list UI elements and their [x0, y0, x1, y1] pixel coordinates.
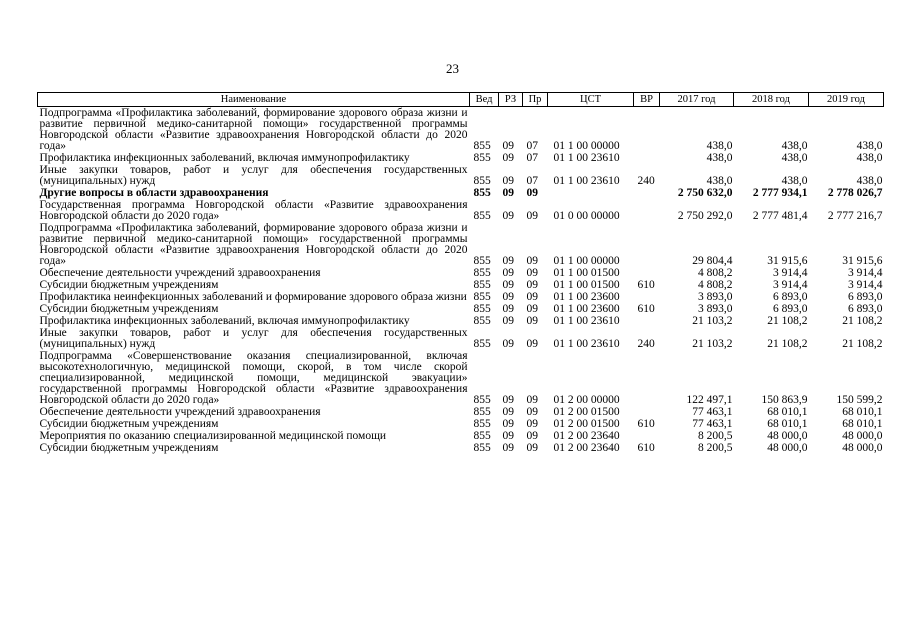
cell-rz: 09	[502, 418, 514, 430]
cell-vr	[634, 291, 660, 303]
cell-cst: 01 2 00 01500	[553, 406, 620, 418]
cell-2019: 2 778 026,7	[827, 187, 883, 199]
cell-pr: 09	[526, 430, 538, 442]
cell-pr: 09	[526, 279, 538, 291]
cell-ved: 855	[473, 187, 491, 199]
cell-2019: 438,0	[856, 175, 883, 187]
cell-2017: 4 808,2	[698, 279, 733, 291]
cell-ved: 855	[473, 279, 491, 291]
cell-cst: 01 2 00 01500	[553, 418, 620, 430]
cell-2019: 48 000,0	[842, 442, 883, 454]
table-row	[38, 350, 884, 406]
cell-pr: 09	[526, 406, 538, 418]
table-row	[38, 303, 884, 315]
cell-2018: 68 010,1	[767, 418, 808, 430]
cell-2018: 68 010,1	[767, 406, 808, 418]
table-row	[38, 327, 884, 350]
cell-pr: 09	[526, 210, 538, 222]
cell-2017: 4 808,2	[698, 267, 733, 279]
cell-rz: 09	[502, 338, 514, 350]
header-cst: ЦСТ	[548, 93, 634, 107]
cell-2018: 438,0	[781, 140, 808, 152]
cell-2017: 3 893,0	[698, 291, 733, 303]
cell-name: Субсидии бюджетным учреждениям	[39, 442, 219, 454]
cell-vr	[634, 430, 660, 442]
cell-name: Профилактика инфекционных заболеваний, включая иммунопрофилактику	[39, 152, 410, 164]
table-row	[38, 152, 884, 164]
cell-cst: 01 1 00 23610	[553, 315, 620, 327]
cell-rz: 09	[502, 303, 514, 315]
cell-2017: 438,0	[706, 175, 733, 187]
cell-vr	[634, 406, 660, 418]
cell-cst: 01 1 00 01500	[553, 279, 620, 291]
cell-2019: 68 010,1	[842, 406, 883, 418]
cell-rz: 09	[502, 394, 514, 406]
cell-rz: 09	[502, 210, 514, 222]
cell-pr: 07	[526, 140, 538, 152]
cell-cst	[548, 187, 634, 199]
cell-2018: 48 000,0	[767, 442, 808, 454]
cell-vr: 610	[637, 303, 655, 315]
header-2017: 2017 год	[660, 93, 734, 107]
cell-name: Подпрограмма «Совершенствование оказания специализированной, включая высокотехнологичную, медицинской помощи, скорой, в том числе скорой специализированной, медицинской помощи, медицинской эвакуации» государственной программы Новгородской области «Развитие здравоохранения Новгородской области до 2020 года»	[39, 350, 468, 406]
cell-2019: 3 914,4	[848, 279, 883, 291]
cell-pr: 09	[526, 187, 538, 199]
cell-ved: 855	[473, 267, 491, 279]
cell-vr	[634, 199, 660, 222]
cell-name: Мероприятия по оказанию специализированной медицинской помощи	[39, 430, 387, 442]
cell-vr	[634, 315, 660, 327]
cell-2018: 2 777 934,1	[752, 187, 808, 199]
cell-rz: 09	[502, 175, 514, 187]
table-header-row	[38, 93, 884, 107]
table-row	[38, 164, 884, 187]
cell-pr: 09	[526, 291, 538, 303]
cell-rz: 09	[502, 291, 514, 303]
cell-vr	[634, 350, 660, 406]
table-body	[38, 107, 884, 455]
cell-ved: 855	[473, 140, 491, 152]
cell-2019: 31 915,6	[842, 255, 883, 267]
cell-2019: 68 010,1	[842, 418, 883, 430]
cell-pr: 09	[526, 394, 538, 406]
cell-2019: 150 599,2	[836, 394, 883, 406]
cell-2017: 21 103,2	[692, 315, 733, 327]
cell-rz: 09	[502, 255, 514, 267]
cell-rz: 09	[502, 315, 514, 327]
cell-vr: 610	[637, 442, 655, 454]
cell-2017: 21 103,2	[692, 338, 733, 350]
cell-2017: 29 804,4	[692, 255, 733, 267]
cell-2017: 2 750 292,0	[677, 210, 733, 222]
cell-ved: 855	[473, 406, 491, 418]
cell-2019: 6 893,0	[848, 303, 883, 315]
header-name: Наименование	[38, 93, 470, 107]
cell-2018: 31 915,6	[767, 255, 808, 267]
cell-ved: 855	[473, 442, 491, 454]
cell-pr: 09	[526, 267, 538, 279]
cell-rz: 09	[502, 279, 514, 291]
cell-cst: 01 1 00 01500	[553, 267, 620, 279]
cell-cst: 01 1 00 23610	[553, 338, 620, 350]
table-row	[38, 199, 884, 222]
cell-name: Обеспечение деятельности учреждений здравоохранения	[39, 267, 321, 279]
cell-rz: 09	[502, 187, 514, 199]
cell-2017: 438,0	[706, 140, 733, 152]
cell-cst: 01 2 00 23640	[553, 430, 620, 442]
cell-2019: 3 914,4	[848, 267, 883, 279]
cell-2018: 3 914,4	[773, 267, 808, 279]
cell-pr: 09	[526, 442, 538, 454]
table-row	[38, 222, 884, 267]
cell-2017: 438,0	[706, 152, 733, 164]
cell-rz: 09	[502, 430, 514, 442]
cell-2017: 122 497,1	[686, 394, 733, 406]
cell-pr: 09	[526, 315, 538, 327]
cell-vr	[634, 222, 660, 267]
cell-vr: 610	[637, 279, 655, 291]
cell-name: Подпрограмма «Профилактика заболеваний, формирование здорового образа жизни и развитие первичной медико-санитарной помощи» государственной программы Новгородской области «Развитие здравоохранения Новгородской области до 2020 года»	[39, 222, 468, 267]
cell-2019: 2 777 216,7	[827, 210, 883, 222]
cell-rz: 09	[502, 140, 514, 152]
cell-cst: 01 1 00 00000	[553, 255, 620, 267]
cell-ved: 855	[473, 210, 491, 222]
cell-2017: 77 463,1	[692, 406, 733, 418]
cell-ved: 855	[473, 430, 491, 442]
cell-2018: 3 914,4	[773, 279, 808, 291]
cell-2018: 2 777 481,4	[752, 210, 808, 222]
header-2019: 2019 год	[809, 93, 884, 107]
cell-ved: 855	[473, 338, 491, 350]
cell-vr: 610	[637, 418, 655, 430]
cell-vr	[634, 107, 660, 153]
table-row	[38, 187, 884, 199]
cell-cst: 01 1 00 23600	[553, 303, 620, 315]
cell-pr: 07	[526, 152, 538, 164]
cell-ved: 855	[473, 152, 491, 164]
cell-cst: 01 2 00 23640	[553, 442, 620, 454]
table-row	[38, 279, 884, 291]
header-2018: 2018 год	[734, 93, 809, 107]
cell-2019: 21 108,2	[842, 338, 883, 350]
cell-2019: 48 000,0	[842, 430, 883, 442]
cell-vr: 240	[637, 175, 655, 187]
cell-vr	[634, 187, 660, 199]
header-rz: РЗ	[499, 93, 523, 107]
cell-name: Иные закупки товаров, работ и услуг для обеспечения государственных (муниципальных) нужд	[39, 327, 468, 350]
cell-cst: 01 0 00 00000	[553, 210, 620, 222]
cell-name: Профилактика неинфекционных заболеваний и формирование здорового образа жизни	[39, 291, 467, 303]
cell-2017: 8 200,5	[698, 442, 733, 454]
table-row	[38, 107, 884, 153]
cell-name: Иные закупки товаров, работ и услуг для обеспечения государственных (муниципальных) нужд	[39, 164, 468, 187]
cell-ved: 855	[473, 255, 491, 267]
cell-name: Обеспечение деятельности учреждений здравоохранения	[39, 406, 321, 418]
cell-pr: 09	[526, 303, 538, 315]
cell-ved: 855	[473, 303, 491, 315]
cell-rz: 09	[502, 406, 514, 418]
cell-2018: 21 108,2	[767, 315, 808, 327]
table-row	[38, 430, 884, 442]
cell-2018: 6 893,0	[773, 291, 808, 303]
header-ved: Вед	[470, 93, 499, 107]
cell-2019: 6 893,0	[848, 291, 883, 303]
table-row	[38, 418, 884, 430]
cell-2017: 2 750 632,0	[677, 187, 733, 199]
cell-name: Субсидии бюджетным учреждениям	[39, 303, 219, 315]
cell-2018: 438,0	[781, 152, 808, 164]
table-row	[38, 442, 884, 454]
cell-2018: 21 108,2	[767, 338, 808, 350]
table-row	[38, 406, 884, 418]
cell-2019: 438,0	[856, 152, 883, 164]
cell-name: Другие вопросы в области здравоохранения	[39, 187, 269, 199]
cell-2017: 8 200,5	[698, 430, 733, 442]
cell-2018: 150 863,9	[761, 394, 808, 406]
cell-pr: 09	[526, 418, 538, 430]
cell-rz: 09	[502, 267, 514, 279]
cell-vr: 240	[637, 338, 655, 350]
cell-rz: 09	[502, 152, 514, 164]
cell-name: Подпрограмма «Профилактика заболеваний, формирование здорового образа жизни и развитие первичной медико-санитарной помощи» государственной программы Новгородской области «Развитие здравоохранения Новгородской области до 2020 года»	[39, 107, 468, 152]
budget-table	[37, 92, 884, 454]
header-vr: ВР	[634, 93, 660, 107]
cell-cst: 01 1 00 00000	[553, 140, 620, 152]
header-pr: Пр	[523, 93, 548, 107]
cell-2017: 77 463,1	[692, 418, 733, 430]
cell-2019: 438,0	[856, 140, 883, 152]
cell-pr: 09	[526, 255, 538, 267]
cell-ved: 855	[473, 418, 491, 430]
cell-ved: 855	[473, 315, 491, 327]
cell-2018: 438,0	[781, 175, 808, 187]
cell-name: Субсидии бюджетным учреждениям	[39, 418, 219, 430]
cell-name: Профилактика инфекционных заболеваний, включая иммунопрофилактику	[39, 315, 410, 327]
cell-pr: 09	[526, 338, 538, 350]
cell-cst: 01 1 00 23610	[553, 152, 620, 164]
page-number: 23	[446, 61, 459, 76]
cell-ved: 855	[473, 175, 491, 187]
table-row	[38, 291, 884, 303]
cell-2018: 48 000,0	[767, 430, 808, 442]
cell-vr	[634, 267, 660, 279]
cell-ved: 855	[473, 394, 491, 406]
cell-2017: 3 893,0	[698, 303, 733, 315]
cell-ved: 855	[473, 291, 491, 303]
cell-2018: 6 893,0	[773, 303, 808, 315]
cell-cst: 01 1 00 23610	[553, 175, 620, 187]
cell-name: Государственная программа Новгородской области «Развитие здравоохранения Новгородской области до 2020 года»	[39, 199, 468, 222]
cell-cst: 01 1 00 23600	[553, 291, 620, 303]
table-row	[38, 267, 884, 279]
cell-2019: 21 108,2	[842, 315, 883, 327]
cell-vr	[634, 152, 660, 164]
cell-name: Субсидии бюджетным учреждениям	[39, 279, 219, 291]
cell-cst: 01 2 00 00000	[553, 394, 620, 406]
cell-pr: 07	[526, 175, 538, 187]
cell-rz: 09	[502, 442, 514, 454]
table-row	[38, 315, 884, 327]
